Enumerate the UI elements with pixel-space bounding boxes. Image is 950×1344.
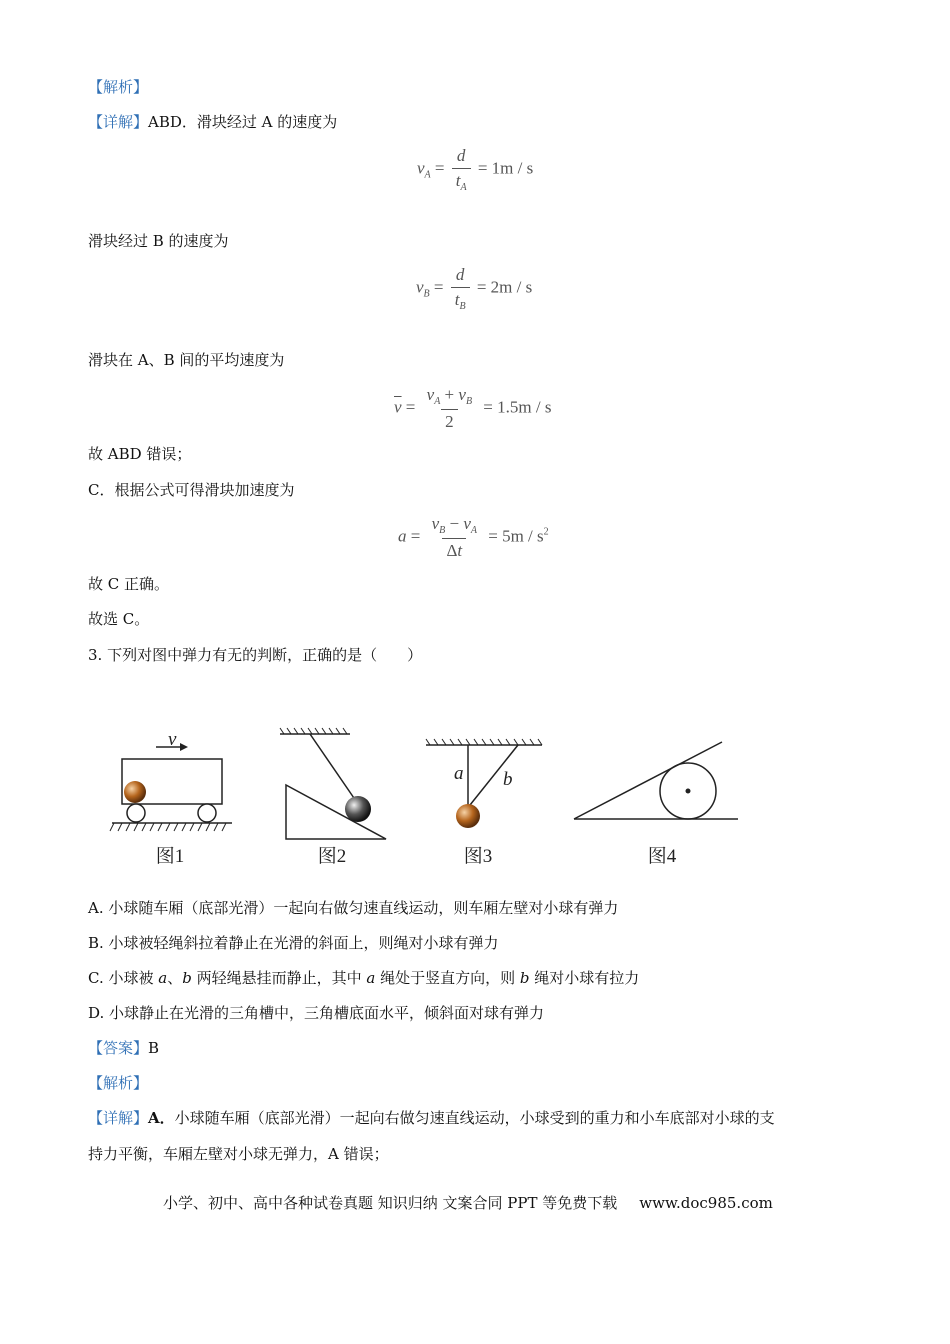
groove-slope (574, 742, 722, 819)
formula-vb: $v_B$ = $\frac{d}{t_B}$ = 2m / s (416, 265, 533, 312)
label-b: b (503, 769, 513, 790)
detail-line-2b: 持力平衡，车厢左壁对小球无弹力，A 错误； (88, 1145, 389, 1163)
figures-panel (100, 725, 750, 870)
page-footer (163, 1192, 773, 1213)
detail-tag-1: 【详解】 (88, 113, 149, 131)
incline (286, 785, 386, 839)
label-a: a (454, 763, 464, 784)
choose-c: 故选 C。 (88, 610, 150, 628)
answer-value: B (148, 1039, 160, 1057)
caption-fig4: 图4 (647, 846, 677, 867)
answer-tag: 【答案】 (88, 1039, 149, 1057)
figure-2 (280, 728, 386, 867)
footer-text: 小学、初中、高中各种试卷真题 知识归纳 文案合同 PPT 等免费下载 (163, 1194, 618, 1212)
ball-fig1 (124, 781, 146, 803)
figure-3 (426, 739, 542, 867)
formula-acc: a = $\frac{v_B - v_A}{\Delta t}$ = $5m / s^2$ (398, 514, 549, 560)
cart-wheel-left (127, 804, 145, 822)
vb-intro: 滑块经过 B 的速度为 (88, 232, 229, 250)
detail-line-2: 【详解】A．小球随车厢（底部光滑）一起向右做匀速直线运动，小球受到的重力和小车底部对小球的支 (88, 1109, 775, 1127)
analysis-heading-1: 【解析】 (88, 78, 149, 96)
option-a: A. 小球随车厢（底部光滑）一起向右做匀速直线运动，则车厢左壁对小球有弹力 (88, 899, 619, 917)
question-3: 3. 下列对图中弹力有无的判断，正确的是（ ） (88, 646, 423, 664)
figure-4 (574, 742, 738, 867)
c-intro: C．根据公式可得滑块加速度为 (88, 481, 295, 499)
formula-vavg: $\overline{v}$ = $\frac{v_A + v_B}{2}$ = 1.5m / s (394, 385, 552, 431)
caption-fig1: 图1 (155, 846, 185, 867)
cart-wheel-right (198, 804, 216, 822)
footer-url[interactable]: www.doc985.com (639, 1194, 773, 1212)
caption-fig3: 图3 (463, 846, 493, 867)
answer-line (88, 1038, 159, 1058)
caption-fig2: 图2 (317, 846, 347, 867)
option-d: D. 小球静止在光滑的三角槽中，三角槽底面水平，倾斜面对球有弹力 (88, 1004, 545, 1022)
ball-fig3 (456, 804, 480, 828)
option-c: C. 小球被 a、b 两轻绳悬挂而静止，其中 a 绳处于竖直方向，则 b 绳对小球有拉力 (88, 969, 640, 987)
rope-fig2 (310, 734, 356, 801)
ball-center-dot (686, 789, 691, 794)
c-right: 故 C 正确。 (88, 575, 170, 593)
detail-line-1 (88, 112, 337, 132)
option-b: B. 小球被轻绳斜拉着静止在光滑的斜面上，则绳对小球有弹力 (88, 934, 499, 952)
velocity-label: v (168, 729, 177, 750)
abd-wrong: 故 ABD 错误； (88, 445, 192, 463)
ball-fig2 (345, 796, 371, 822)
detail-tag-2: 【详解】 (88, 1109, 149, 1127)
avg-intro: 滑块在 A、B 间的平均速度为 (88, 351, 285, 369)
analysis-heading-2: 【解析】 (88, 1074, 149, 1092)
formula-va: $v_A$ = $\frac{d}{t_A}$ = 1m / s (417, 146, 534, 193)
figure-1 (110, 729, 232, 867)
detail-text-1: ABD．滑块经过 A 的速度为 (148, 113, 338, 131)
